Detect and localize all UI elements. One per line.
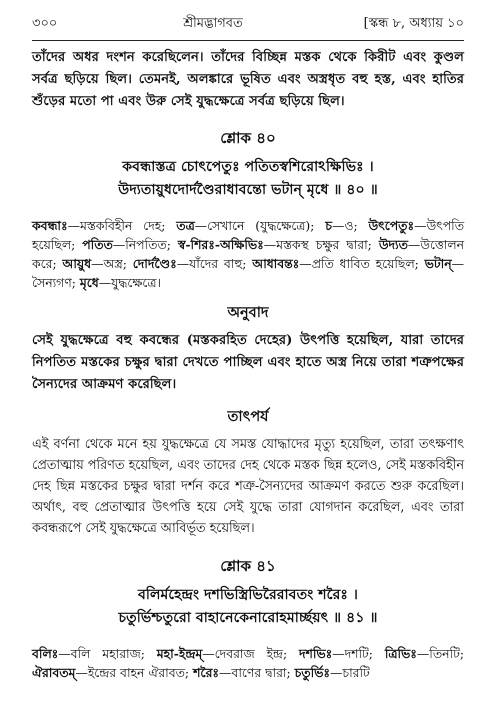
synonym-word: কবন্ধাঃ — [32, 218, 68, 233]
synonym-word: ত্রিভিঃ — [384, 646, 417, 661]
synonym-word: ঐরাবতম্ — [32, 665, 76, 680]
purport-heading: তাৎপর্য — [227, 408, 269, 425]
synonym-meaning: —তিনটি; — [416, 646, 464, 661]
purport-text: এই বর্ণনা থেকে মনে হয় যুদ্ধক্ষেত্রে যে সমস্ত যোদ্ধাদের মৃত্যু হয়েছিল, তারা তৎক্ষণাৎ প্রেতাত্মায় পরিণত হয়েছিল, এবং তাদের দেহ থেকে মস্তক ছিন্ন হলেও, সেই মস্তকবিহীন দেহ ছিন্ন মস্তকের চক্ষুর দ্বারা দর্শন করে শত্রু-সৈন্যদের আক্রমণ করতে শুরু করেছিল। অর্থাৎ, বহু প্রেতাত্মার উৎপত্তি হয়ে সেই যুদ্ধে তারা যোগদান করেছিল, এবং তারা কবন্ধরূপে সেই যুদ্ধক্ষেত্রে আবির্ভূত হয়েছিল। — [32, 437, 464, 536]
synonym-meaning: —বাণের দ্বারা; — [219, 665, 295, 680]
synonym-meaning: —যাঁদের বাহু; — [176, 256, 253, 271]
synonym-meaning: —চারটি — [330, 665, 370, 680]
book-title: শ্রীমদ্ভাগবত — [183, 16, 243, 31]
synonym-word: চ — [325, 218, 332, 233]
synonym-meaning: —প্রতি ধাবিত হয়েছিল; — [299, 256, 425, 271]
verse-41 — [32, 555, 464, 682]
synonym-word: দশভিঃ — [299, 646, 333, 661]
synonym-meaning: —যুদ্ধক্ষেত্রে। — [98, 275, 161, 290]
synonym-word: বলিঃ — [32, 646, 59, 661]
synonym-word: আয়ুধ — [62, 256, 92, 271]
synonym-word: ভটান্ — [424, 256, 452, 271]
verse-41-line-1: বলির্মহেন্দ্রং দশভিস্ত্রিভিরৈরাবতং শরৈঃ । — [137, 587, 358, 603]
synonym-word: আধাবন্তঃ — [252, 256, 300, 271]
synonym-word: চতুর্ভিঃ — [294, 665, 330, 680]
synonym-meaning: —অস্ত্র; — [91, 256, 133, 271]
verse-41-heading: শ্লোক ৪১ — [220, 557, 276, 575]
synonym-word: উদ্যত — [378, 237, 408, 252]
page-number: ৩০০ — [32, 16, 58, 31]
intro-paragraph: তাঁদের অধর দংশন করেছিলেন। তাঁদের বিচ্ছিন্ন মস্তক থেকে কিরীট এবং কুণ্ডল সর্বত্র ছড়িয়ে ছিল। তেমনই, অলঙ্কারে ভূষিত এবং অস্ত্রধৃত বহু হস্ত, এবং হাতির শুঁড়ের মতো পা এবং উরু সেই যুদ্ধক্ষেত্রে সর্বত্র ছড়িয়ে ছিল। — [32, 50, 464, 109]
synonym-word: শরৈঃ — [193, 665, 220, 680]
verse-41-synonyms — [32, 644, 464, 682]
synonym-word: মৃধে — [79, 275, 99, 290]
synonym-meaning: —মস্তকবিহীন দেহ; — [67, 218, 177, 233]
translation-text: সেই যুদ্ধক্ষেত্রে বহু কবন্ধের (মস্তকরহিত দেহের) উৎপত্তি হয়েছিল, যারা তাদের নিপতিত মস্তকের চক্ষুর দ্বারা দেখতে পাচ্ছিল এবং হাতে অস্ত্র নিয়ে তারা শত্রুপক্ষের সৈন্যদের আক্রমণ করেছিল। — [32, 333, 464, 392]
page-header — [32, 14, 464, 41]
synonym-word: উৎপেতুঃ — [368, 218, 415, 233]
verse-40-line-1: কবন্ধাস্তত্র চোৎপেতুঃ পতিতস্বশিরোঽক্ষিভিঃ । — [122, 159, 374, 175]
synonym-meaning: —ও; — [331, 218, 369, 233]
synonym-meaning: —দেবরাজ ইন্দ্র; — [202, 646, 300, 661]
verse-40-line-2: উদ্যতায়ুধদোর্দণ্ডৈরাধাবন্তো ভটান্ মৃধে ॥ ৪০ ॥ — [118, 182, 378, 198]
translation-heading: অনুবাদ — [227, 304, 269, 321]
verse-41-line-2: চতুর্ভিশ্চতুরো বাহানেকেনারোহমার্চ্ছয়ৎ ॥ ৪১ ॥ — [118, 610, 378, 626]
synonym-word: দোর্দণ্ডৈঃ — [132, 256, 177, 271]
synonym-meaning: —নিপতিত; — [112, 237, 178, 252]
chapter-reference: [স্কন্ধ ৮, অধ্যায় ১০ — [363, 16, 464, 31]
verse-40-synonyms — [32, 216, 464, 292]
synonym-word: মহা-ইন্দ্রম্ — [156, 646, 203, 661]
synonym-meaning: —উত্তোলন করে; — [32, 237, 465, 271]
verse-40-heading: শ্লোক ৪০ — [220, 129, 276, 147]
synonym-meaning: —উৎপতি হয়েছিল; — [32, 218, 464, 252]
synonym-meaning: —বলি মহারাজ; — [58, 646, 157, 661]
synonym-meaning: —দশটি; — [332, 646, 385, 661]
synonym-word: স্ব-শিরঃ-অক্ষিভিঃ — [177, 237, 264, 252]
verse-40 — [32, 127, 464, 539]
synonym-meaning: —মস্তকস্থ চক্ষুর দ্বারা; — [263, 237, 379, 252]
synonym-word: তত্র — [176, 218, 195, 233]
synonym-meaning: —সেখানে (যুদ্ধক্ষেত্রে); — [194, 218, 326, 233]
synonym-meaning: —ইন্দ্রের বাহন ঐরাবত; — [75, 665, 194, 680]
page — [32, 14, 464, 682]
synonym-meaning: —সৈন্যগণ; — [32, 256, 464, 290]
synonym-word: পতিত — [82, 237, 113, 252]
